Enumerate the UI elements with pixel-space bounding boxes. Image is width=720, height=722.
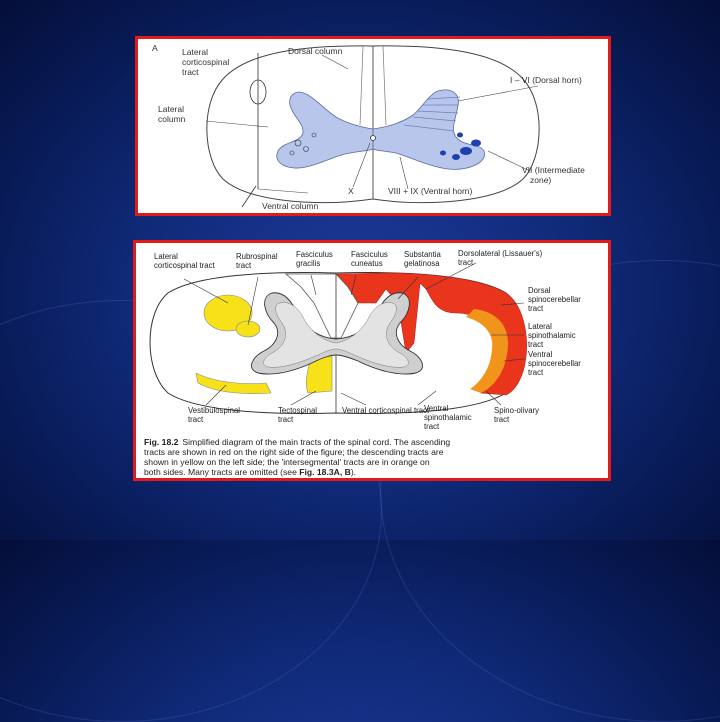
label-substantia-gelatinosa: Substantia bbox=[404, 250, 441, 259]
label-ventral-spinocerebellar: spinocerebellar bbox=[528, 359, 581, 368]
label-vestibulospinal: Vestibulospinal bbox=[188, 406, 241, 415]
figure-caption-line: both sides. Many tracts are omitted (see Fig. 18.3A, B). bbox=[144, 467, 357, 477]
label-ventral-spinocerebellar: tract bbox=[528, 368, 544, 377]
label-tectospinal: Tectospinal bbox=[278, 406, 318, 415]
label-lateral-corticospinal: Lateral bbox=[182, 47, 208, 57]
label-dorsal-spinocerebellar: spinocerebellar bbox=[528, 295, 581, 304]
label-fasciculus-cuneatus: cuneatus bbox=[351, 259, 383, 268]
label-lateral-column: column bbox=[158, 114, 186, 124]
label-ventral-spinothalamic: spinothalamic bbox=[424, 413, 472, 422]
label-intermediate-zone: VII (Intermediate bbox=[522, 165, 585, 175]
label-lateral-corticospinal: corticospinal tract bbox=[154, 261, 215, 270]
label-lateral-corticospinal: corticospinal bbox=[182, 57, 230, 67]
label-dorsal-spinocerebellar: Dorsal bbox=[528, 286, 551, 295]
figure-caption-line: tracts are shown in red on the right side of the figure; the descending tracts are bbox=[144, 447, 444, 457]
label-spino-olivary: tract bbox=[494, 415, 510, 424]
label-substantia-gelatinosa: gelatinosa bbox=[404, 259, 440, 268]
label-fasciculus-gracilis: Fasciculus bbox=[296, 250, 333, 259]
label-lateral-spinothalamic: tract bbox=[528, 340, 544, 349]
label-ventral-spinocerebellar: Ventral bbox=[528, 350, 553, 359]
label-rubrospinal: tract bbox=[236, 261, 252, 270]
label-ventral-spinothalamic: Ventral bbox=[424, 404, 449, 413]
diagram-b bbox=[136, 243, 608, 478]
panel-b-spinal-tracts bbox=[133, 240, 611, 481]
panel-letter-a: A bbox=[152, 43, 158, 53]
label-rubrospinal: Rubrospinal bbox=[236, 252, 278, 261]
label-lateral-spinothalamic: spinothalamic bbox=[528, 331, 576, 340]
label-ventral-corticospinal: Ventral corticospinal tract bbox=[342, 406, 430, 415]
label-tectospinal: tract bbox=[278, 415, 294, 424]
label-lateral-corticospinal: Lateral bbox=[154, 252, 178, 261]
label-dorsolateral-tract: tract bbox=[458, 258, 474, 267]
label-dorsal-spinocerebellar: tract bbox=[528, 304, 544, 313]
figure-caption-line: shown in yellow on the left side; the 'intersegmental' tracts are in orange on bbox=[144, 457, 430, 467]
label-lateral-corticospinal: tract bbox=[182, 67, 199, 77]
label-intermediate-zone: zone) bbox=[530, 175, 552, 185]
label-ventral-spinothalamic: tract bbox=[424, 422, 440, 431]
panel-a-grey-matter-laminae bbox=[135, 36, 611, 216]
figure-caption: Fig. 18.2 Simplified diagram of the main tracts of the spinal cord. The ascending bbox=[144, 437, 451, 447]
label-vestibulospinal: tract bbox=[188, 415, 204, 424]
label-fasciculus-cuneatus: Fasciculus bbox=[351, 250, 388, 259]
label-ventral-column: Ventral column bbox=[262, 201, 319, 211]
label-fasciculus-gracilis: gracilis bbox=[296, 259, 321, 268]
label-lateral-column: Lateral bbox=[158, 104, 184, 114]
diagram-a bbox=[138, 39, 608, 213]
central-canal bbox=[371, 136, 376, 141]
label-x: X bbox=[348, 186, 354, 196]
label-spino-olivary: Spino-olivary bbox=[494, 406, 540, 415]
label-dorsal-column: Dorsal column bbox=[288, 46, 343, 56]
label-lateral-spinothalamic: Lateral bbox=[528, 322, 552, 331]
label-dorsolateral-tract: Dorsolateral (Lissauer's) bbox=[458, 249, 543, 258]
label-ventral-horn: VIII + IX (Ventral horn) bbox=[388, 186, 473, 196]
label-dorsal-horn: I – VI (Dorsal horn) bbox=[510, 75, 582, 85]
rubrospinal-yellow bbox=[236, 321, 260, 337]
